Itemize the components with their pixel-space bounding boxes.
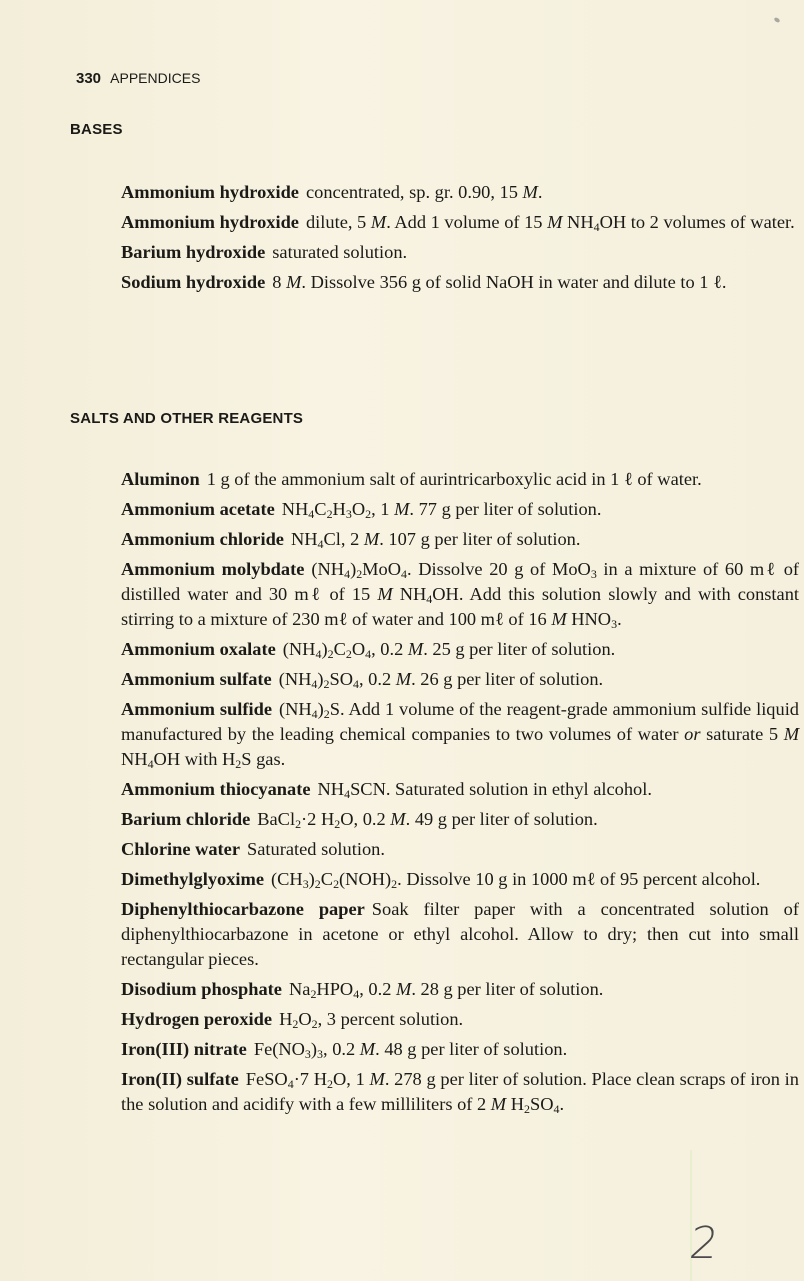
- reagent-description: $NH_4SCN$. Saturated solution in ethyl alcohol.: [317, 779, 652, 801]
- reagent-term: Diphenylthiocarbazone paper: [121, 899, 365, 919]
- running-head: [76, 70, 200, 87]
- reagent-description: saturated solution.: [272, 242, 408, 262]
- reagent-term: Ammonium oxalate: [121, 639, 276, 659]
- reagent-description: FeSO$_4$·7 $H_2O$, 1 M. 278 g per liter of solution. Place clean scraps of iron in the solution and acidify with a few milliliters of 2 M $H_2SO_4$.: [121, 1069, 799, 1116]
- reagent-term: Ammonium hydroxide: [121, 182, 299, 202]
- paper-speck: [773, 17, 780, 24]
- reagent-term: Ammonium acetate: [121, 499, 275, 519]
- reagent-entry: [121, 897, 799, 972]
- reagent-entry: [121, 1067, 799, 1117]
- reagent-description: concentrated, sp. gr. 0.90, 15 M.: [305, 182, 543, 202]
- section-title-salts: SALTS AND OTHER REAGENTS: [70, 410, 304, 427]
- running-title: APPENDICES: [110, 70, 201, 86]
- reagent-description: $(NH_4)_2C_2O_4$, 0.2 M. 25 g per liter of solution.: [282, 639, 616, 661]
- reagent-entry: [121, 240, 799, 265]
- reagent-term: Ammonium hydroxide: [121, 212, 299, 232]
- reagent-entry: [121, 527, 799, 552]
- reagent-term: Sodium hydroxide: [121, 272, 266, 292]
- reagent-entry: [121, 1007, 799, 1032]
- reagent-entry: [121, 867, 799, 892]
- reagent-entry: [121, 637, 799, 662]
- reagent-term: Dimethylglyoxime: [121, 869, 265, 889]
- reagent-term: Ammonium sulfide: [121, 699, 272, 719]
- salts-entries: [121, 467, 799, 1122]
- reagent-term: Ammonium sulfate: [121, 669, 272, 689]
- reagent-term: Hydrogen peroxide: [121, 1009, 273, 1029]
- reagent-term: Iron(II) sulfate: [121, 1069, 239, 1089]
- reagent-term: Barium chloride: [121, 809, 251, 829]
- reagent-entry: [121, 1037, 799, 1062]
- reagent-description: $Na_2HPO_4$, 0.2 M. 28 g per liter of solution.: [288, 979, 604, 1001]
- reagent-description: $(CH_3)_2C_2(NOH)_2$. Dissolve 10 g in 1000 mℓ of 95 percent alcohol.: [271, 869, 761, 891]
- reagent-term: Ammonium chloride: [121, 529, 284, 549]
- reagent-entry: [121, 697, 799, 772]
- reagent-description: Soak filter paper with a concentrated solution of diphenylthiocarbazone in acetone or ethyl alcohol. Allow to dry; then cut into small rectangular pieces.: [121, 899, 799, 969]
- reagent-entry: [121, 777, 799, 802]
- reagent-entry: [121, 557, 799, 632]
- page-number: 330: [76, 70, 102, 87]
- reagent-description: $(NH_4)_2S$. Add 1 volume of the reagent-grade ammonium sulfide liquid manufactured by the leading chemical companies to two volumes of water or saturate 5 M $NH_4OH$ with $H_2S$ gas.: [121, 699, 800, 771]
- reagent-term: Ammonium molybdate: [121, 559, 305, 579]
- reagent-description: $NH_4Cl$, 2 M. 107 g per liter of solution.: [290, 529, 581, 551]
- reagent-entry: [121, 837, 799, 862]
- reagent-term: Iron(III) nitrate: [121, 1039, 247, 1059]
- reagent-description: $NH_4C_2H_3O_2$, 1 M. 77 g per liter of solution.: [281, 499, 602, 521]
- handwritten-mark: 2: [686, 1218, 722, 1269]
- reagent-description: $(NH_4)_2MoO_4$. Dissolve 20 g of MoO$_3$ in a mixture of 60 mℓ of distilled water and 30 mℓ of 15 M $NH_4OH$. Add this solution slowly and with constant stirring to a mixture of 230 mℓ of water and 100 mℓ of 16 M $HNO_3$.: [121, 559, 800, 631]
- reagent-description: $H_2O_2$, 3 percent solution.: [279, 1009, 464, 1031]
- reagent-term: Disodium phosphate: [121, 979, 282, 999]
- reagent-entry: [121, 497, 799, 522]
- reagent-description: BaCl$_2$·2 $H_2O$, 0.2 M. 49 g per liter of solution.: [257, 809, 598, 831]
- reagent-term: Barium hydroxide: [121, 242, 266, 262]
- reagent-description: $(NH_4)_2SO_4$, 0.2 M. 26 g per liter of solution.: [278, 669, 604, 691]
- reagent-term: Chlorine water: [121, 839, 241, 859]
- reagent-entry: [121, 977, 799, 1002]
- reagent-description: 8 M. Dissolve 356 g of solid NaOH in water and dilute to 1 ℓ.: [272, 272, 727, 292]
- section-title-bases: BASES: [70, 121, 123, 138]
- reagent-description: dilute, 5 M. Add 1 volume of 15 M $NH_4OH$ to 2 volumes of water.: [305, 212, 795, 234]
- reagent-description: Saturated solution.: [247, 839, 385, 859]
- reagent-description: $Fe(NO_3)_3$, 0.2 M. 48 g per liter of solution.: [253, 1039, 568, 1061]
- reagent-term: Ammonium thiocyanate: [121, 779, 311, 799]
- reagent-entry: [121, 210, 799, 235]
- reagent-entry: [121, 180, 799, 205]
- reagent-entry: [121, 807, 799, 832]
- reagent-entry: [121, 270, 799, 295]
- reagent-description: 1 g of the ammonium salt of aurintricarboxylic acid in 1 ℓ of water.: [206, 469, 702, 489]
- reagent-entry: [121, 667, 799, 692]
- bases-entries: [121, 180, 799, 300]
- reagent-entry: [121, 467, 799, 492]
- reagent-term: Aluminon: [121, 469, 200, 489]
